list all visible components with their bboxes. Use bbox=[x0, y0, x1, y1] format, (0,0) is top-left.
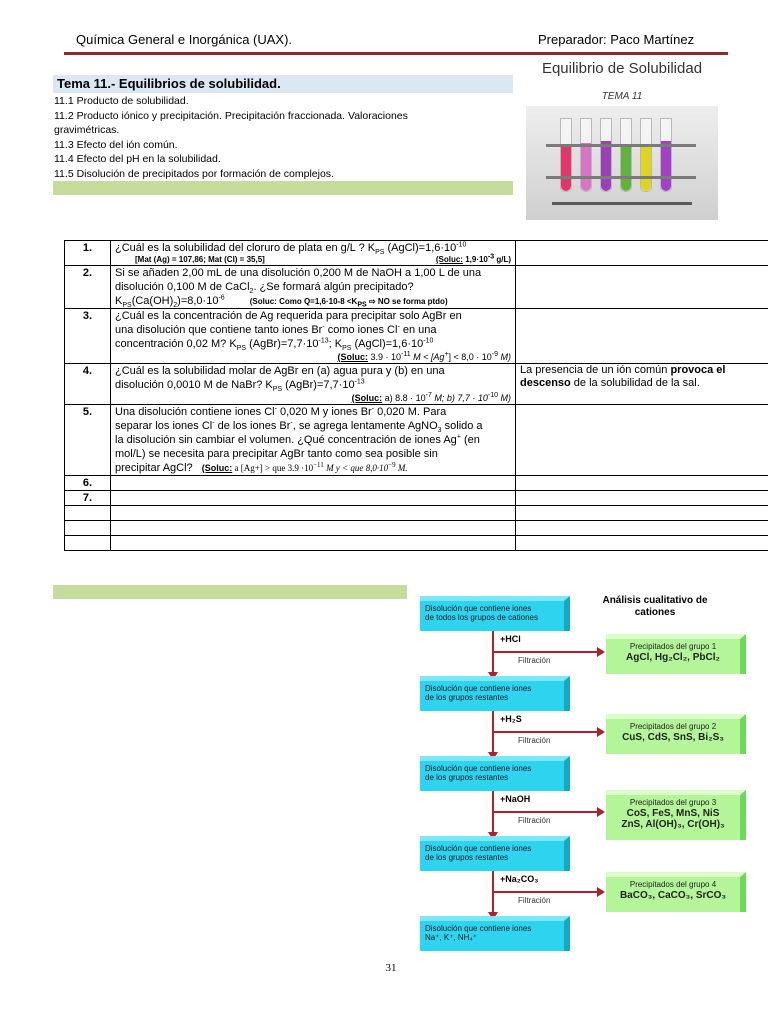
question-text bbox=[111, 266, 516, 309]
q4-line2a: disolución 0,0010 M de NaBr? K bbox=[115, 379, 273, 391]
tema-item: 11.4 Efecto del pH en la solubilidad. bbox=[54, 153, 221, 166]
q3-line3d: (AgCl)=1,6·10 bbox=[351, 338, 424, 350]
group-label: Precipitados del grupo 4 bbox=[629, 880, 717, 889]
q1-sol-label: (Soluc: bbox=[435, 255, 463, 264]
empty-cell bbox=[111, 521, 516, 536]
arrow-right-icon bbox=[597, 807, 605, 817]
reagent-label: +HCl bbox=[500, 634, 521, 644]
table-row bbox=[65, 266, 768, 309]
q4-sol-exp2: -10 bbox=[487, 392, 498, 399]
group-formula: ZnS, Al(OH)₃, Cr(OH)₃ bbox=[621, 819, 725, 830]
tema-item: 11.1 Producto de solubilidad. bbox=[54, 95, 189, 107]
flow-box-line: de los grupos restantes bbox=[425, 853, 509, 862]
q1-masses: [Mat (Ag) = 107,86; Mat (Cl) = 35,5] bbox=[135, 255, 265, 264]
q3-sol-b: M < [Ag bbox=[410, 352, 445, 362]
question-text bbox=[111, 241, 516, 266]
tema-item: gravimétricas. bbox=[54, 124, 120, 137]
q2-ksub2: 2 bbox=[173, 302, 178, 310]
question-text bbox=[111, 491, 516, 506]
q5-line1a: Una disolución contiene iones Cl bbox=[115, 406, 275, 418]
flow-solution-box bbox=[420, 836, 570, 871]
table-row bbox=[65, 241, 768, 266]
q5-sup: - bbox=[274, 405, 277, 413]
q2-line1: Si se añaden 2,00 mL de una disolución 0,200 M de NaOH a 1,00 L de una bbox=[115, 267, 482, 279]
empty-cell bbox=[111, 506, 516, 521]
tema-title: Tema 11.- Equilibrios de solubilidad. bbox=[53, 75, 513, 93]
q2-sol: (Soluc: Como Q=1,6·10-8 <K bbox=[249, 297, 358, 306]
question-note bbox=[516, 405, 768, 476]
q5-sup3: - bbox=[212, 419, 215, 427]
q3-line2a: una disolución que contiene tanto iones Br bbox=[115, 324, 323, 336]
q4-sol-c: M) bbox=[498, 393, 511, 403]
q3-sol-label: (Soluc: bbox=[337, 352, 368, 362]
tema-item: 11.5 Disolución de precipitados por formación de complejos. bbox=[54, 167, 334, 180]
header-rule bbox=[64, 52, 728, 55]
table-row bbox=[65, 405, 768, 476]
flow-box-line: Disolución que contiene iones bbox=[425, 764, 532, 773]
q5-sol-b: M y < que 8,0·10 bbox=[323, 463, 389, 473]
q5-line4: mol/L) se necesita para precipitar AgBr tanto como sea posible sin bbox=[115, 448, 438, 460]
q2-sol-end: NO se forma ptdo) bbox=[377, 297, 448, 306]
q3-line3b: (AgBr)=7,7·10 bbox=[246, 338, 319, 350]
question-number: 6. bbox=[65, 476, 111, 491]
group-label: Precipitados del grupo 1 bbox=[629, 642, 717, 651]
question-number: 5. bbox=[65, 405, 111, 476]
q5-line5: precipitar AgCl? bbox=[115, 462, 193, 474]
group-formula: AgCl, Hg₂Cl₂, PbCl₂ bbox=[626, 652, 720, 663]
question-note bbox=[516, 476, 768, 491]
group-label: Precipitados del grupo 3 bbox=[629, 798, 717, 807]
test-tube bbox=[640, 118, 652, 192]
precipitate-group-box bbox=[606, 634, 746, 674]
filtration-label: Filtración bbox=[518, 816, 551, 825]
q2-ksub: PS bbox=[122, 302, 132, 310]
photo-title: Equilibrio de Solubilidad bbox=[541, 60, 703, 77]
flow-box-line: de los grupos restantes bbox=[425, 693, 509, 702]
rack-bar bbox=[546, 144, 696, 147]
q5-sol-exp: −11 bbox=[313, 461, 324, 469]
questions-table bbox=[64, 240, 768, 551]
q4-exp: -13 bbox=[354, 378, 365, 386]
q3-sol-a: 3.9 · 10 bbox=[367, 352, 402, 362]
rack-bar bbox=[546, 176, 696, 179]
q4-sub: PS bbox=[272, 386, 283, 394]
q1-exp: -10 bbox=[456, 241, 467, 249]
flow-connector bbox=[492, 871, 494, 915]
table-row bbox=[65, 476, 768, 491]
q4-line2b: (AgBr)=7,7·10 bbox=[282, 379, 355, 391]
flow-connector bbox=[492, 791, 494, 835]
q2-line2b: . ¿Se formará algún precipitado? bbox=[253, 281, 414, 293]
q3-sol-exp: -11 bbox=[401, 351, 411, 358]
page-number: 31 bbox=[385, 962, 397, 974]
q4-sol-label: (Soluc: bbox=[351, 393, 383, 403]
q5-sol-a: a [Ag+] > que 3.9 ·10 bbox=[232, 463, 314, 473]
cover-photo bbox=[526, 58, 718, 220]
filtration-label: Filtración bbox=[518, 896, 551, 905]
q5-line2c: , se agrega lentamente AgNO bbox=[292, 420, 438, 432]
flow-box-line: Na⁺, K⁺, NH₄⁺ bbox=[425, 933, 477, 942]
q3-line1: ¿Cuál es la concentración de Ag requerida para precipitar solo AgBr en bbox=[115, 310, 462, 322]
test-tube bbox=[600, 118, 612, 192]
header-right: Preparador: Paco Martínez bbox=[538, 32, 695, 47]
q2-line2sub: 2 bbox=[249, 288, 254, 296]
q5-line3b: (en bbox=[460, 434, 480, 446]
empty-cell bbox=[65, 536, 111, 551]
reagent-label: +Na₂CO₃ bbox=[500, 874, 539, 884]
q3-sup: - bbox=[322, 323, 325, 331]
precipitate-group-box bbox=[606, 872, 746, 912]
question-note bbox=[516, 309, 768, 364]
q2-line2a: disolución 0,100 M de CaCl bbox=[115, 281, 250, 293]
q2-kexp: -6 bbox=[218, 294, 225, 302]
q3-sol-sup: + bbox=[444, 351, 449, 358]
rack-base bbox=[552, 202, 692, 205]
reagent-label: +H₂S bbox=[500, 714, 522, 724]
q3-sup2: - bbox=[397, 323, 400, 331]
q2-ktext: (Ca(OH) bbox=[131, 295, 174, 307]
empty-cell bbox=[516, 521, 768, 536]
green-separator bbox=[53, 181, 513, 195]
q5-line1c: 0,020 M. Para bbox=[374, 406, 447, 418]
tema-list bbox=[54, 94, 514, 182]
table-row bbox=[65, 536, 768, 551]
flow-box-line: Disolución que contiene iones bbox=[425, 684, 532, 693]
empty-cell bbox=[516, 506, 768, 521]
question-number: 3. bbox=[65, 309, 111, 364]
flow-box-line: Disolución que contiene iones bbox=[425, 844, 532, 853]
question-number: 7. bbox=[65, 491, 111, 506]
table-row bbox=[65, 364, 768, 405]
q1-text2: (AgCl)=1,6·10 bbox=[384, 242, 457, 254]
filtration-label: Filtración bbox=[518, 736, 551, 745]
table-row bbox=[65, 521, 768, 536]
q3-sol-exp2: -9 bbox=[491, 351, 498, 358]
table-row bbox=[65, 491, 768, 506]
empty-cell bbox=[65, 521, 111, 536]
question-note bbox=[516, 364, 768, 405]
q1-sol-value: 1,9·10 bbox=[462, 255, 488, 264]
question-text bbox=[111, 476, 516, 491]
flow-branch bbox=[493, 891, 599, 893]
filtration-label: Filtración bbox=[518, 656, 551, 665]
flow-box-line: de los grupos restantes bbox=[425, 773, 509, 782]
q3-exp2: -10 bbox=[423, 337, 434, 345]
q5-sol-label: (Soluc: bbox=[201, 463, 233, 473]
q1-ksub: PS bbox=[375, 249, 385, 257]
group-formula: BaCO₃, CaCO₃, SrCO₃ bbox=[619, 890, 727, 901]
precipitate-group-box bbox=[606, 790, 746, 840]
q3-line2b: como iones Cl bbox=[324, 324, 398, 336]
q3-sol-d: M) bbox=[498, 352, 511, 362]
arrow-right-icon bbox=[597, 887, 605, 897]
q2-ktext2: )=8,0·10 bbox=[177, 295, 219, 307]
group-formula: CoS, FeS, MnS, NiS bbox=[626, 808, 720, 819]
group-formula: CuS, CdS, SnS, Bi₂S₃ bbox=[622, 732, 724, 743]
arrow-right-icon bbox=[597, 727, 605, 737]
q1-sol-exp: -3 bbox=[487, 253, 495, 261]
q4-line1: ¿Cuál es la solubilidad molar de AgBr en (a) agua pura y (b) en una bbox=[115, 365, 445, 377]
table-row bbox=[65, 506, 768, 521]
question-number: 1. bbox=[65, 241, 111, 266]
empty-cell bbox=[65, 506, 111, 521]
question-text bbox=[111, 309, 516, 364]
q1-text: ¿Cuál es la solubilidad del cloruro de plata en g/L ? K bbox=[115, 242, 376, 254]
note-text: La presencia de un ión común bbox=[520, 364, 671, 376]
q3-sub: PS bbox=[236, 345, 247, 353]
q5-sup2: - bbox=[371, 405, 375, 413]
question-text bbox=[111, 405, 516, 476]
q2-sol-arrow: ⇨ bbox=[366, 297, 378, 306]
q3-exp: -13 bbox=[318, 337, 329, 345]
flow-box-line: de todos los grupos de cationes bbox=[425, 613, 538, 622]
flow-box-line: Disolución que contiene iones bbox=[425, 604, 532, 613]
green-separator-lower bbox=[53, 585, 407, 599]
flow-branch bbox=[493, 811, 599, 813]
q5-line2d: solido a bbox=[441, 420, 483, 432]
q4-sol-a: a) 8.8 · 10 bbox=[382, 393, 426, 403]
flow-branch bbox=[493, 651, 599, 653]
tema-item: 11.2 Producto iónico y precipitación. Precipitación fraccionada. Valoraciones bbox=[54, 109, 408, 122]
q3-line3c: ; K bbox=[328, 338, 343, 350]
q5-line2a: separar los iones Cl bbox=[115, 420, 213, 432]
table-row bbox=[65, 309, 768, 364]
q3-sol-c: ] < 8,0 · 10 bbox=[448, 352, 492, 362]
note-bold: provoca el descenso bbox=[520, 364, 726, 389]
test-tube bbox=[660, 118, 672, 192]
photo-subtitle: TEMA 11 bbox=[601, 91, 643, 102]
q3-line2c: en una bbox=[399, 324, 437, 336]
q5-line3a: la disolución sin cambiar el volumen. ¿Qué concentración de iones Ag bbox=[115, 434, 457, 446]
flow-solution-box bbox=[420, 596, 570, 631]
precipitate-group-box bbox=[606, 714, 746, 754]
header-left: Química General e Inorgánica (UAX). bbox=[76, 32, 293, 47]
q3-sub2: PS bbox=[342, 345, 352, 353]
reagent-label: +NaOH bbox=[500, 794, 531, 804]
q5-line1b: 0,020 M y iones Br bbox=[276, 406, 372, 418]
flow-connector bbox=[492, 631, 494, 675]
flow-title: Análisis cualitativo de cationes bbox=[602, 595, 708, 618]
q3-line3a: concentración 0,02 M? K bbox=[115, 338, 237, 350]
flow-box-line: Disolución que contiene iones bbox=[425, 924, 532, 933]
question-note bbox=[516, 241, 768, 266]
flow-solution-box bbox=[420, 916, 570, 951]
q4-sol-b: M; b) 7,7 · 10 bbox=[431, 393, 488, 403]
flow-solution-box bbox=[420, 676, 570, 711]
test-tube bbox=[580, 118, 592, 192]
question-number: 2. bbox=[65, 266, 111, 309]
q4-sol-exp: -7 bbox=[425, 392, 432, 399]
q1-sol-unit: g/L) bbox=[494, 255, 511, 264]
test-tubes-image bbox=[526, 106, 718, 220]
question-note bbox=[516, 266, 768, 309]
group-label: Precipitados del grupo 2 bbox=[629, 722, 717, 731]
empty-cell bbox=[516, 536, 768, 551]
test-tube bbox=[620, 118, 632, 192]
q5-sub: 3 bbox=[437, 427, 442, 435]
empty-cell bbox=[111, 536, 516, 551]
q5-sup5: + bbox=[456, 433, 461, 441]
question-text bbox=[111, 364, 516, 405]
q5-sol-exp2: −9 bbox=[388, 461, 396, 469]
tema-item: 11.3 Efecto del ión común. bbox=[54, 138, 178, 151]
q2-k: K bbox=[115, 295, 123, 307]
q5-sup4: - bbox=[290, 419, 293, 427]
flow-solution-box bbox=[420, 756, 570, 791]
q2-sol-sub: PS bbox=[357, 301, 367, 309]
flow-branch bbox=[493, 731, 599, 733]
question-note bbox=[516, 491, 768, 506]
q5-line2b: de los iones Br bbox=[214, 420, 291, 432]
test-tube bbox=[560, 118, 572, 192]
flow-connector bbox=[492, 711, 494, 755]
q5-sol-c: M. bbox=[395, 463, 408, 473]
arrow-right-icon bbox=[597, 647, 605, 657]
note-text-end: de la solubilidad de la sal. bbox=[570, 377, 700, 389]
question-number: 4. bbox=[65, 364, 111, 405]
